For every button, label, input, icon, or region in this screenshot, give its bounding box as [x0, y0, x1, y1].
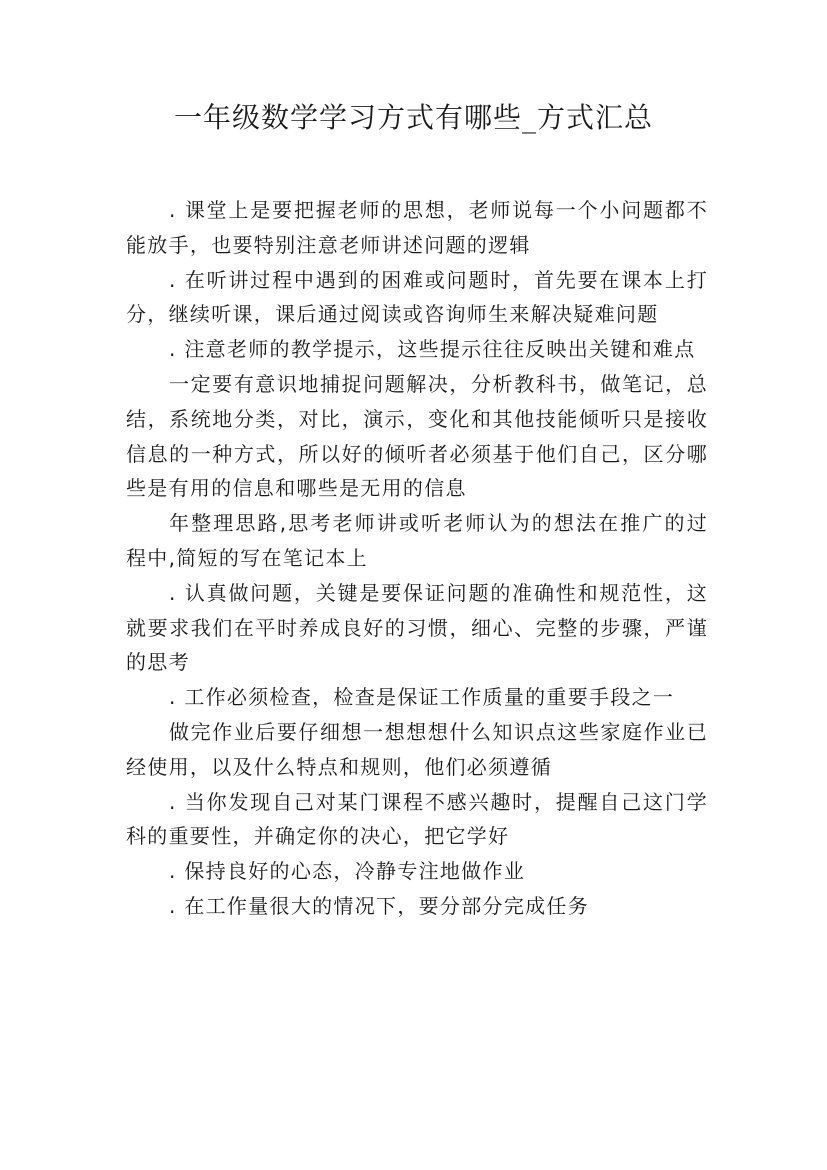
paragraph: . 在工作量很大的情况下，要分部分完成任务 — [169, 893, 590, 918]
paragraph: . 在听讲过程中遇到的困难或问题时，首先要在课本上打分，继续听课，课后通过阅读或咨询师生来解决疑难问题 — [126, 267, 708, 327]
paragraph: . 认真做问题，关键是要保证问题的准确性和规范性，这就要求我们在平时养成良好的习惯，细心、完整的步骤，严谨的思考 — [126, 580, 708, 675]
paragraph: . 课堂上是要把握老师的思想，老师说每一个小问题都不能放手，也要特别注意老师讲述问题的逻辑 — [126, 198, 708, 257]
paragraph: . 工作必须检查，检查是保证工作质量的重要手段之一 — [169, 685, 675, 710]
paragraph: . 注意老师的教学提示，这些提示往往反映出关键和难点 — [169, 337, 696, 362]
paragraph: 年整理思路,思考老师讲或听老师认为的想法在推广的过程中,简短的写在笔记本上 — [126, 511, 708, 570]
paragraph: 做完作业后要仔细想一想想想什么知识点这些家庭作业已经使用，以及什么特点和规则，他们必须遵循 — [126, 719, 708, 779]
paragraph: . 当你发现自己对某门课程不感兴趣时，提醒自己这门学科的重要性，并确定你的决心，把它学好 — [126, 789, 708, 849]
page-title: 一年级数学学习方式有哪些_方式汇总 — [173, 101, 653, 134]
document-body — [126, 193, 708, 924]
paragraph: 一定要有意识地捕捉问题解决，分析教科书，做笔记，总结，系统地分类，对比，演示，变化和其他技能倾听只是接收信息的一种方式，所以好的倾听者必须基于他们自己，区分哪些是有用的信息和哪些是无用的信息 — [126, 371, 708, 501]
paragraph: . 保持良好的心态，冷静专注地做作业 — [169, 859, 526, 884]
